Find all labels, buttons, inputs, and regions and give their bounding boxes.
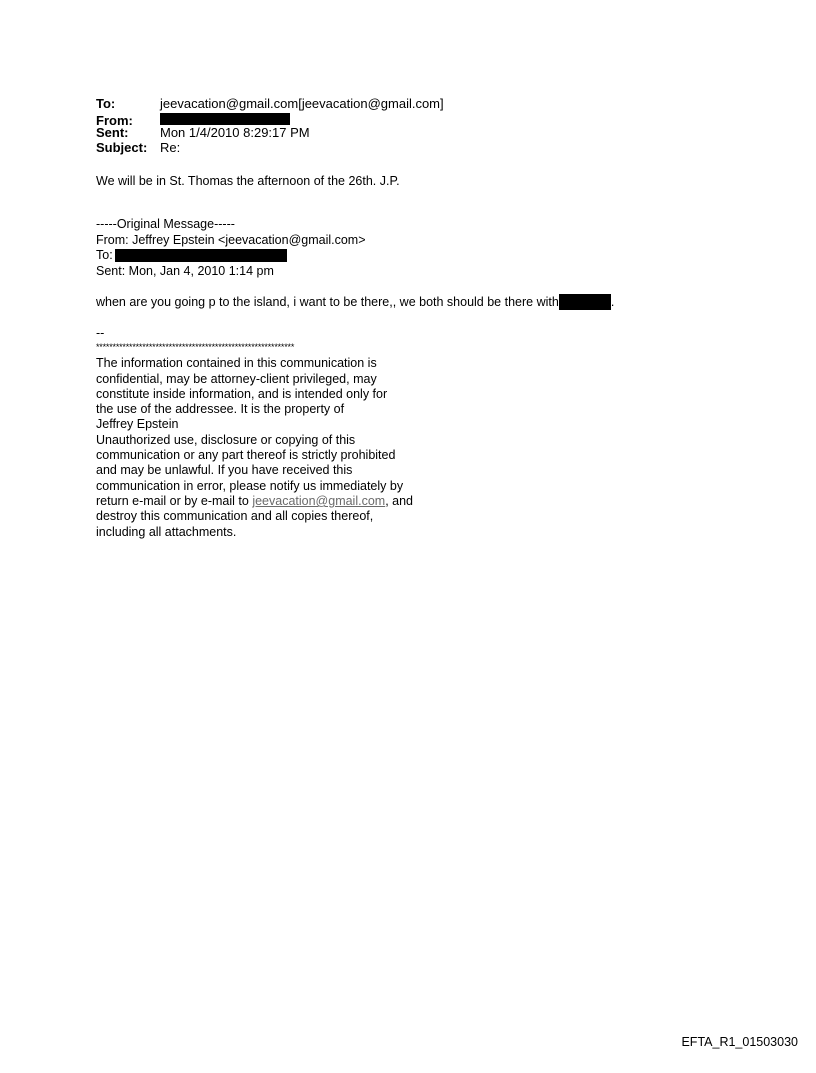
signature-line: confidential, may be attorney-client privileged, may — [96, 371, 377, 386]
signature-line: constitute inside information, and is intended only for — [96, 386, 388, 401]
original-message-body — [96, 294, 614, 310]
signature-line: communication in error, please notify us immediately by — [96, 478, 404, 493]
to-value: jeevacation@gmail.com[jeevacation@gmail.com] — [160, 96, 444, 111]
message-redaction-block — [559, 294, 611, 310]
to-row — [96, 97, 696, 112]
to-label: To: — [96, 96, 116, 111]
email-header — [96, 97, 696, 155]
signature-line: and may be unlawful. If you have received this — [96, 463, 353, 478]
signature-line: Unauthorized use, disclosure or copying of this — [96, 432, 356, 447]
original-sent-line: Sent: Mon, Jan 4, 2010 1:14 pm — [96, 263, 274, 278]
signature-link-line — [96, 494, 516, 509]
signature-line: including all attachments. — [96, 524, 237, 539]
original-message-header — [96, 217, 366, 279]
subject-label: Subject: — [96, 139, 148, 155]
reply-body: We will be in St. Thomas the afternoon of the 26th. J.P. — [96, 174, 400, 188]
signature-dashes: -- — [96, 326, 105, 340]
original-to-label: To: — [96, 248, 113, 262]
email-link[interactable]: jeevacation@gmail.com — [252, 493, 386, 508]
signature-line: the use of the addressee. It is the property of — [96, 402, 345, 417]
signature-line: destroy this communication and all copies thereof, — [96, 509, 374, 524]
document-id: EFTA_R1_01503030 — [681, 1035, 798, 1049]
from-label: From: — [96, 112, 133, 128]
sent-value: Mon 1/4/2010 8:29:17 PM — [160, 125, 310, 140]
original-separator: -----Original Message----- — [96, 217, 235, 231]
signature-link-prefix: return e-mail or by e-mail to — [96, 493, 253, 508]
original-to-redaction-block — [115, 249, 287, 262]
from-redaction-block — [160, 113, 290, 125]
original-from-line: From: Jeffrey Epstein <jeevacation@gmail.com> — [96, 232, 366, 247]
signature-link-suffix: , and — [385, 493, 414, 508]
original-to-line — [96, 248, 366, 264]
subject-value: Re: — [160, 139, 181, 155]
sent-label: Sent: — [96, 125, 129, 140]
original-message-text: when are you going p to the island, i want to be there,, we both should be there with — [96, 295, 559, 309]
signature-line: The information contained in this communication is — [96, 356, 377, 371]
signature-star-divider: ************************************************************ — [96, 342, 295, 353]
confidentiality-signature — [96, 326, 516, 540]
original-message-trailing: . — [610, 295, 615, 309]
signature-line: communication or any part thereof is strictly prohibited — [96, 448, 396, 463]
signature-line: Jeffrey Epstein — [96, 417, 179, 432]
sent-row — [96, 126, 696, 141]
from-row — [96, 112, 696, 127]
subject-row — [96, 141, 696, 156]
